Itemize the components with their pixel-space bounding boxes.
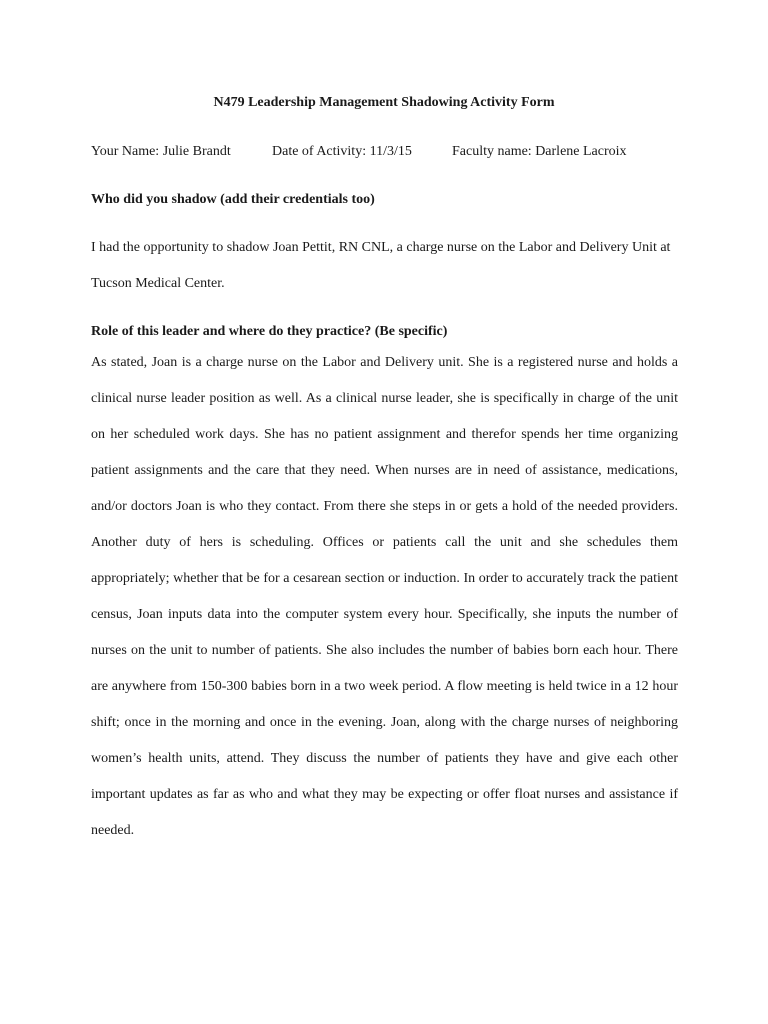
- faculty-name: Faculty name: Darlene Lacroix: [452, 144, 627, 159]
- section-heading-role: Role of this leader and where do they practice? (Be specific): [91, 324, 448, 339]
- page-title: N479 Leadership Management Shadowing Activity Form: [213, 95, 555, 110]
- student-name: Your Name: Julie Brandt: [91, 144, 231, 159]
- section-body-shadow: I had the opportunity to shadow Joan Pettit, RN CNL, a charge nurse on the Labor and Delivery Unit at Tucson Medical Center.: [91, 240, 671, 291]
- section-heading-shadow: Who did you shadow (add their credentials too): [91, 192, 375, 207]
- activity-date: Date of Activity: 11/3/15: [272, 144, 412, 159]
- section-body-role: As stated, Joan is a charge nurse on the Labor and Delivery unit. She is a registered nurse and holds a clinical nurse leader position as well. As a clinical nurse leader, she is specifically in charge of the unit on her scheduled work days. She has no patient assignment and therefor spends her time organizing patient assignments and the care that they need. When nurses are in need of assistance, medications, and/or doctors Joan is who they contact. From there she steps in or gets a hold of the needed providers. Another duty of hers is scheduling. Offices or patients call the unit and she schedules them appropriately; whether that be for a cesarean section or induction. In order to accurately track the patient census, Joan inputs data into the computer system every hour. Specifically, she inputs the number of nurses on the unit to number of patients. She also includes the number of babies born each hour. There are anywhere from 150-300 babies born in a two week period. A flow meeting is held twice in a 12 hour shift; once in the morning and once in the evening. Joan, along with the charge nurses of neighboring women’s health units, attend. They discuss the number of patients they have and give each other important updates as far as who and what they may be expecting or offer float nurses and assistance if needed.: [91, 355, 678, 838]
